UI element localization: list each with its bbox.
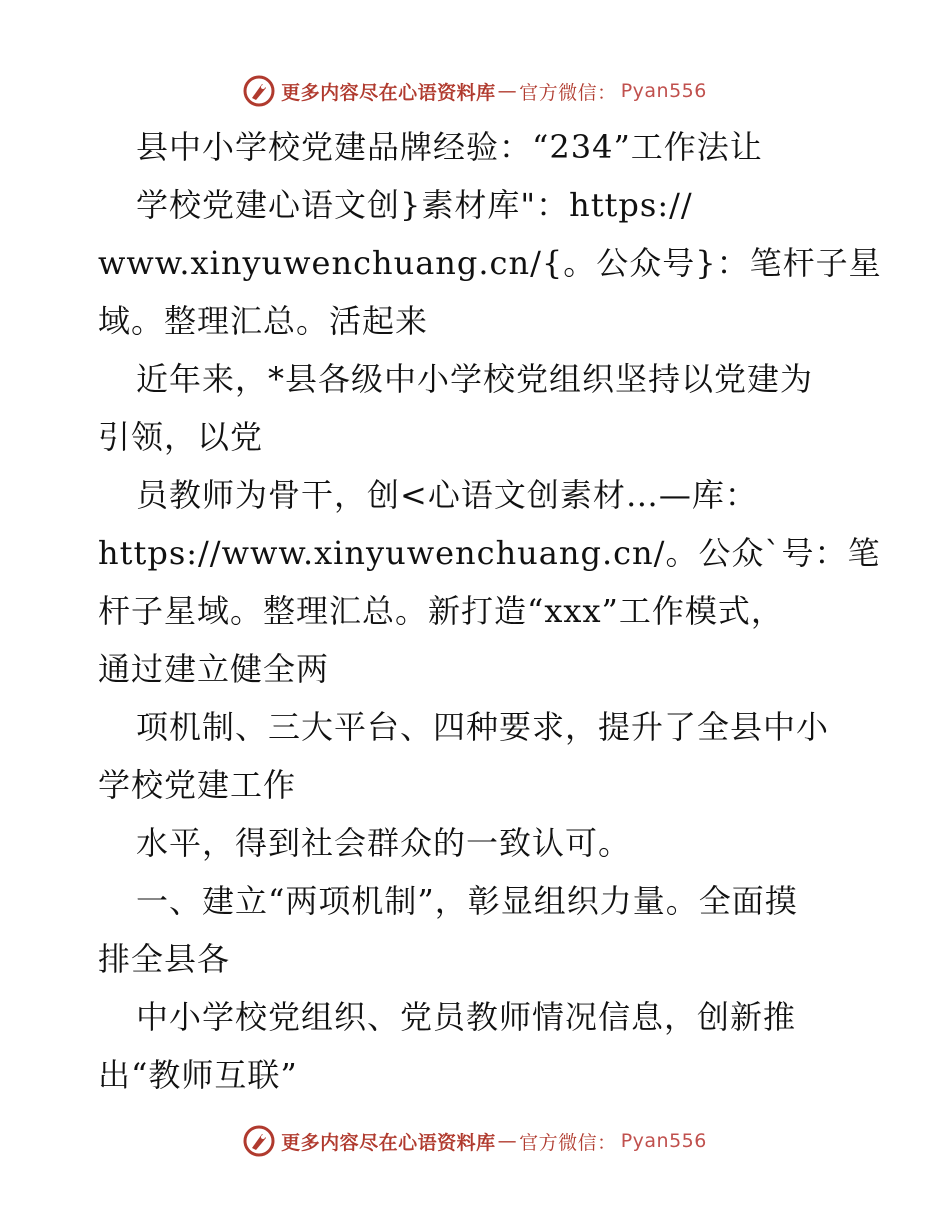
text-line: 员教师为骨干，创<心语文创素材…—库： (136, 476, 758, 514)
pen-nib-logo-icon (243, 1125, 275, 1157)
text-line: 学校党建工作 (98, 766, 297, 804)
text-line: www.xinyuwenchuang.cn/{。公众号}：笔杆子星 (98, 244, 882, 282)
text-line: 项机制、三大平台、四种要求，提升了全县中小 (136, 708, 830, 746)
banner-official-label: 官方微信： (519, 1131, 617, 1154)
text-line: 中小学校党组织、党员教师情况信息，创新推 (136, 998, 797, 1036)
banner-wechat-id: Pyan556 (620, 1130, 707, 1152)
text-line: 出“教师互联” (98, 1056, 298, 1094)
banner-dash: — (497, 1130, 518, 1152)
text-line: 排全县各 (98, 940, 231, 978)
pen-nib-logo-icon (243, 75, 275, 107)
text-line: 通过建立健全两 (98, 650, 330, 688)
text-line: https://www.xinyuwenchuang.cn/。公众`号：笔 (98, 534, 881, 572)
text-line: 县中小学校党建品牌经验：“234”工作法让 (136, 128, 763, 166)
text-line: 引领，以党 (98, 418, 264, 456)
banner-promo-text: 更多内容尽在心语资料库 (281, 81, 496, 104)
text-line: 水平，得到社会群众的一致认可。 (136, 824, 632, 862)
text-line: 一、建立“两项机制”，彰显组织力量。全面摸 (136, 882, 798, 920)
footer-watermark-banner (0, 1121, 950, 1161)
banner-wechat-id: Pyan556 (620, 80, 707, 102)
banner-dash: — (497, 80, 518, 102)
text-line: 域。整理汇总。活起来 (98, 302, 429, 340)
banner-promo-text: 更多内容尽在心语资料库 (281, 1131, 496, 1154)
text-line: 近年来，*县各级中小学校党组织坚持以党建为 (136, 360, 814, 398)
header-watermark-banner (0, 71, 950, 111)
text-line: 学校党建心语文创}素材库"：https:// (136, 186, 693, 224)
banner-official-label: 官方微信： (519, 81, 617, 104)
document-body (98, 118, 882, 1104)
text-line: 杆子星域。整理汇总。新打造“xxx”工作模式， (98, 592, 784, 630)
